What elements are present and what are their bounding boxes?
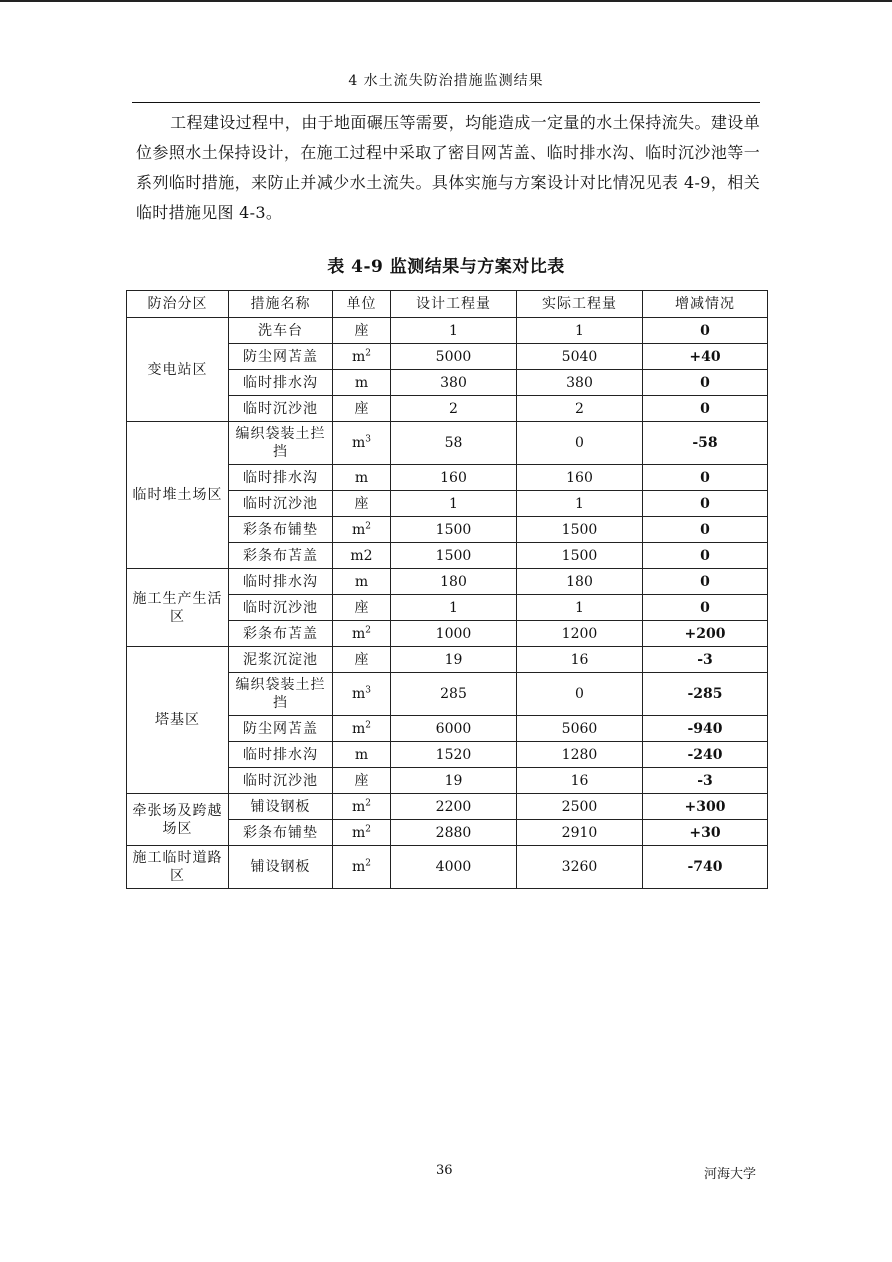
measure-cell: 防尘网苫盖 [229, 344, 333, 370]
measure-cell: 编织袋装土拦挡 [229, 673, 333, 716]
header-actual-quantity: 实际工程量 [517, 291, 643, 318]
design-quantity-cell: 1 [391, 318, 517, 344]
change-cell: 0 [643, 396, 768, 422]
design-quantity-cell: 1 [391, 595, 517, 621]
design-quantity-cell: 19 [391, 768, 517, 794]
table-caption: 表 4-9 监测结果与方案对比表 [327, 257, 565, 277]
unit-exponent: 3 [365, 685, 371, 696]
measure-cell: 铺设钢板 [229, 794, 333, 820]
actual-quantity-cell: 2 [517, 396, 643, 422]
measure-cell: 编织袋装土拦挡 [229, 422, 333, 465]
design-quantity-cell: 2 [391, 396, 517, 422]
body-paragraph [136, 108, 760, 228]
unit-cell [333, 794, 391, 820]
change-cell: 0 [643, 465, 768, 491]
change-cell: +40 [643, 344, 768, 370]
unit-text: m [351, 686, 366, 702]
unit-text: m [351, 348, 366, 365]
unit-cell [333, 820, 391, 846]
unit-cell [333, 846, 391, 889]
measure-cell: 泥浆沉淀池 [229, 647, 333, 673]
design-quantity-cell: 58 [391, 422, 517, 465]
unit-cell [333, 621, 391, 647]
design-quantity-cell: 160 [391, 465, 517, 491]
table-row [127, 647, 768, 673]
change-cell: 0 [643, 370, 768, 396]
measure-cell: 临时沉沙池 [229, 595, 333, 621]
unit-cell [333, 647, 391, 673]
measure-cell: 彩条布铺垫 [229, 517, 333, 543]
design-quantity-cell: 4000 [391, 846, 517, 889]
measure-cell: 彩条布铺垫 [229, 820, 333, 846]
unit-exponent: 2 [365, 823, 371, 834]
header-rule [132, 102, 760, 103]
change-cell: -3 [643, 647, 768, 673]
body-paragraph-text: 工程建设过程中，由于地面碾压等需要，均能造成一定量的水土保持流失。建设单位参照水土保持设计，在施工过程中采取了密目网苫盖、临时排水沟、临时沉沙池等一系列临时措施，来防止并减少水土流失。具体实施与方案设计对比情况见表 4-9，相关临时措施见图 4-3。 [136, 113, 760, 222]
change-cell: 0 [643, 318, 768, 344]
actual-quantity-cell: 380 [517, 370, 643, 396]
zone-cell: 变电站区 [127, 318, 229, 422]
unit-cell [333, 517, 391, 543]
actual-quantity-cell: 1280 [517, 742, 643, 768]
design-quantity-cell: 1 [391, 491, 517, 517]
design-quantity-cell: 1500 [391, 517, 517, 543]
unit-text: m [351, 720, 366, 737]
unit-text: m [351, 435, 366, 451]
design-quantity-cell: 180 [391, 569, 517, 595]
unit-text: m [354, 573, 369, 590]
actual-quantity-cell: 0 [517, 422, 643, 465]
unit-text: m [354, 746, 369, 763]
measure-cell: 临时排水沟 [229, 569, 333, 595]
actual-quantity-cell: 1 [517, 491, 643, 517]
change-cell: -240 [643, 742, 768, 768]
design-quantity-cell: 6000 [391, 716, 517, 742]
table-body [127, 318, 768, 889]
header-measure: 措施名称 [229, 291, 333, 318]
measure-cell: 彩条布苫盖 [229, 543, 333, 569]
zone-cell: 施工临时道路区 [127, 846, 229, 889]
unit-exponent: 2 [365, 719, 371, 730]
unit-exponent: 2 [365, 520, 371, 531]
measure-cell: 临时排水沟 [229, 370, 333, 396]
change-cell: -58 [643, 422, 768, 465]
table-row [127, 422, 768, 465]
measure-cell: 防尘网苫盖 [229, 716, 333, 742]
measure-cell: 临时沉沙池 [229, 491, 333, 517]
header-change: 增减情况 [643, 291, 768, 318]
unit-text: m [351, 798, 366, 815]
unit-cell [333, 543, 391, 569]
measure-cell: 洗车台 [229, 318, 333, 344]
change-cell: 0 [643, 569, 768, 595]
actual-quantity-cell: 1 [517, 318, 643, 344]
change-cell: -940 [643, 716, 768, 742]
page-number: 36 [436, 1163, 453, 1178]
design-quantity-cell: 380 [391, 370, 517, 396]
measure-cell: 临时排水沟 [229, 465, 333, 491]
unit-cell [333, 344, 391, 370]
page-top-border [0, 0, 892, 2]
change-cell: 0 [643, 595, 768, 621]
measure-cell: 临时排水沟 [229, 742, 333, 768]
measure-cell: 彩条布苫盖 [229, 621, 333, 647]
design-quantity-cell: 2200 [391, 794, 517, 820]
measure-cell: 临时沉沙池 [229, 768, 333, 794]
zone-cell: 施工生产生活区 [127, 569, 229, 647]
page-header-title: 4 水土流失防治措施监测结果 [348, 73, 544, 89]
footer-organization: 河海大学 [704, 1167, 757, 1182]
design-quantity-cell: 2880 [391, 820, 517, 846]
actual-quantity-cell: 0 [517, 673, 643, 716]
change-cell: +30 [643, 820, 768, 846]
design-quantity-cell: 1520 [391, 742, 517, 768]
design-quantity-cell: 19 [391, 647, 517, 673]
unit-cell [333, 569, 391, 595]
change-cell: 0 [643, 517, 768, 543]
unit-text: 座 [354, 599, 369, 616]
change-cell: 0 [643, 491, 768, 517]
unit-exponent: 2 [365, 347, 371, 358]
actual-quantity-cell: 16 [517, 768, 643, 794]
actual-quantity-cell: 1 [517, 595, 643, 621]
zone-cell: 牵张场及跨越场区 [127, 794, 229, 846]
actual-quantity-cell: 16 [517, 647, 643, 673]
unit-cell [333, 673, 391, 716]
measure-cell: 铺设钢板 [229, 846, 333, 889]
zone-cell: 塔基区 [127, 647, 229, 794]
zone-cell: 临时堆土场区 [127, 422, 229, 569]
change-cell: +300 [643, 794, 768, 820]
actual-quantity-cell: 5040 [517, 344, 643, 370]
actual-quantity-cell: 2910 [517, 820, 643, 846]
design-quantity-cell: 285 [391, 673, 517, 716]
comparison-table [126, 290, 768, 889]
actual-quantity-cell: 1500 [517, 517, 643, 543]
unit-cell [333, 742, 391, 768]
change-cell: -285 [643, 673, 768, 716]
header-zone: 防治分区 [127, 291, 229, 318]
actual-quantity-cell: 5060 [517, 716, 643, 742]
unit-text: m [351, 824, 366, 841]
unit-text: m2 [350, 547, 373, 564]
unit-cell [333, 491, 391, 517]
unit-exponent: 2 [365, 797, 371, 808]
actual-quantity-cell: 160 [517, 465, 643, 491]
unit-cell [333, 396, 391, 422]
table-row [127, 569, 768, 595]
unit-text: 座 [354, 322, 369, 339]
unit-cell [333, 422, 391, 465]
unit-text: m [354, 374, 369, 391]
change-cell: -3 [643, 768, 768, 794]
unit-cell [333, 595, 391, 621]
actual-quantity-cell: 1500 [517, 543, 643, 569]
table-row [127, 846, 768, 889]
measure-cell: 临时沉沙池 [229, 396, 333, 422]
unit-exponent: 2 [365, 624, 371, 635]
unit-text: 座 [354, 651, 369, 668]
change-cell: 0 [643, 543, 768, 569]
unit-exponent: 2 [365, 858, 371, 869]
unit-text: m [351, 625, 366, 642]
unit-text: m [351, 859, 366, 875]
design-quantity-cell: 1500 [391, 543, 517, 569]
design-quantity-cell: 1000 [391, 621, 517, 647]
table-row [127, 794, 768, 820]
unit-text: m [354, 469, 369, 486]
design-quantity-cell: 5000 [391, 344, 517, 370]
actual-quantity-cell: 180 [517, 569, 643, 595]
unit-cell [333, 370, 391, 396]
actual-quantity-cell: 2500 [517, 794, 643, 820]
table-row [127, 318, 768, 344]
change-cell: -740 [643, 846, 768, 889]
unit-cell [333, 768, 391, 794]
change-cell: +200 [643, 621, 768, 647]
unit-text: 座 [354, 495, 369, 512]
unit-cell [333, 465, 391, 491]
unit-cell [333, 716, 391, 742]
actual-quantity-cell: 1200 [517, 621, 643, 647]
unit-exponent: 3 [365, 434, 371, 445]
unit-text: 座 [354, 400, 369, 417]
unit-text: 座 [354, 772, 369, 789]
header-design-quantity: 设计工程量 [391, 291, 517, 318]
table-header-row [127, 291, 768, 318]
unit-text: m [351, 521, 366, 538]
actual-quantity-cell: 3260 [517, 846, 643, 889]
unit-cell [333, 318, 391, 344]
header-unit: 单位 [333, 291, 391, 318]
